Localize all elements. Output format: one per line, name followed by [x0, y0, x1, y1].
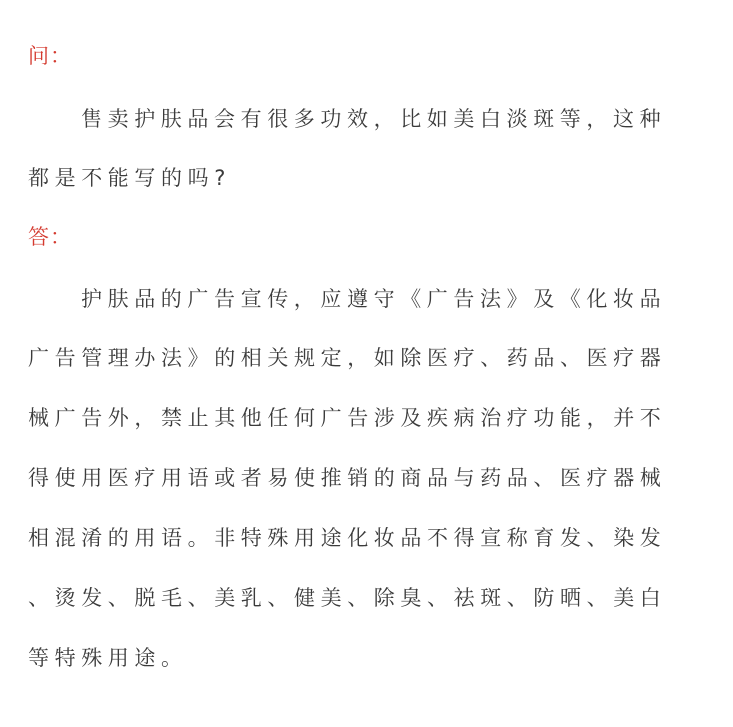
question-line-2: 都是不能写的吗? — [28, 166, 231, 190]
answer-line-7: 等特殊用途。 — [28, 646, 188, 670]
answer-line-3: 械广告外，禁止其他任何广告涉及疾病治疗功能，并不 — [28, 406, 667, 430]
answer-line-4: 得使用医疗用语或者易使推销的商品与药品、医疗器械 — [28, 466, 667, 490]
answer-label: 答： — [28, 225, 72, 249]
question-label: 问： — [28, 44, 72, 68]
answer-line-5: 相混淆的用语。非特殊用途化妆品不得宣称育发、染发 — [28, 526, 667, 550]
question-line-1: 售卖护肤品会有很多功效，比如美白淡斑等，这种 — [81, 107, 667, 131]
answer-line-2: 广告管理办法》的相关规定，如除医疗、药品、医疗器 — [28, 346, 667, 370]
answer-line-6: 、烫发、脱毛、美乳、健美、除臭、祛斑、防晒、美白 — [28, 586, 667, 610]
answer-line-1: 护肤品的广告宣传，应遵守《广告法》及《化妆品 — [81, 287, 667, 311]
